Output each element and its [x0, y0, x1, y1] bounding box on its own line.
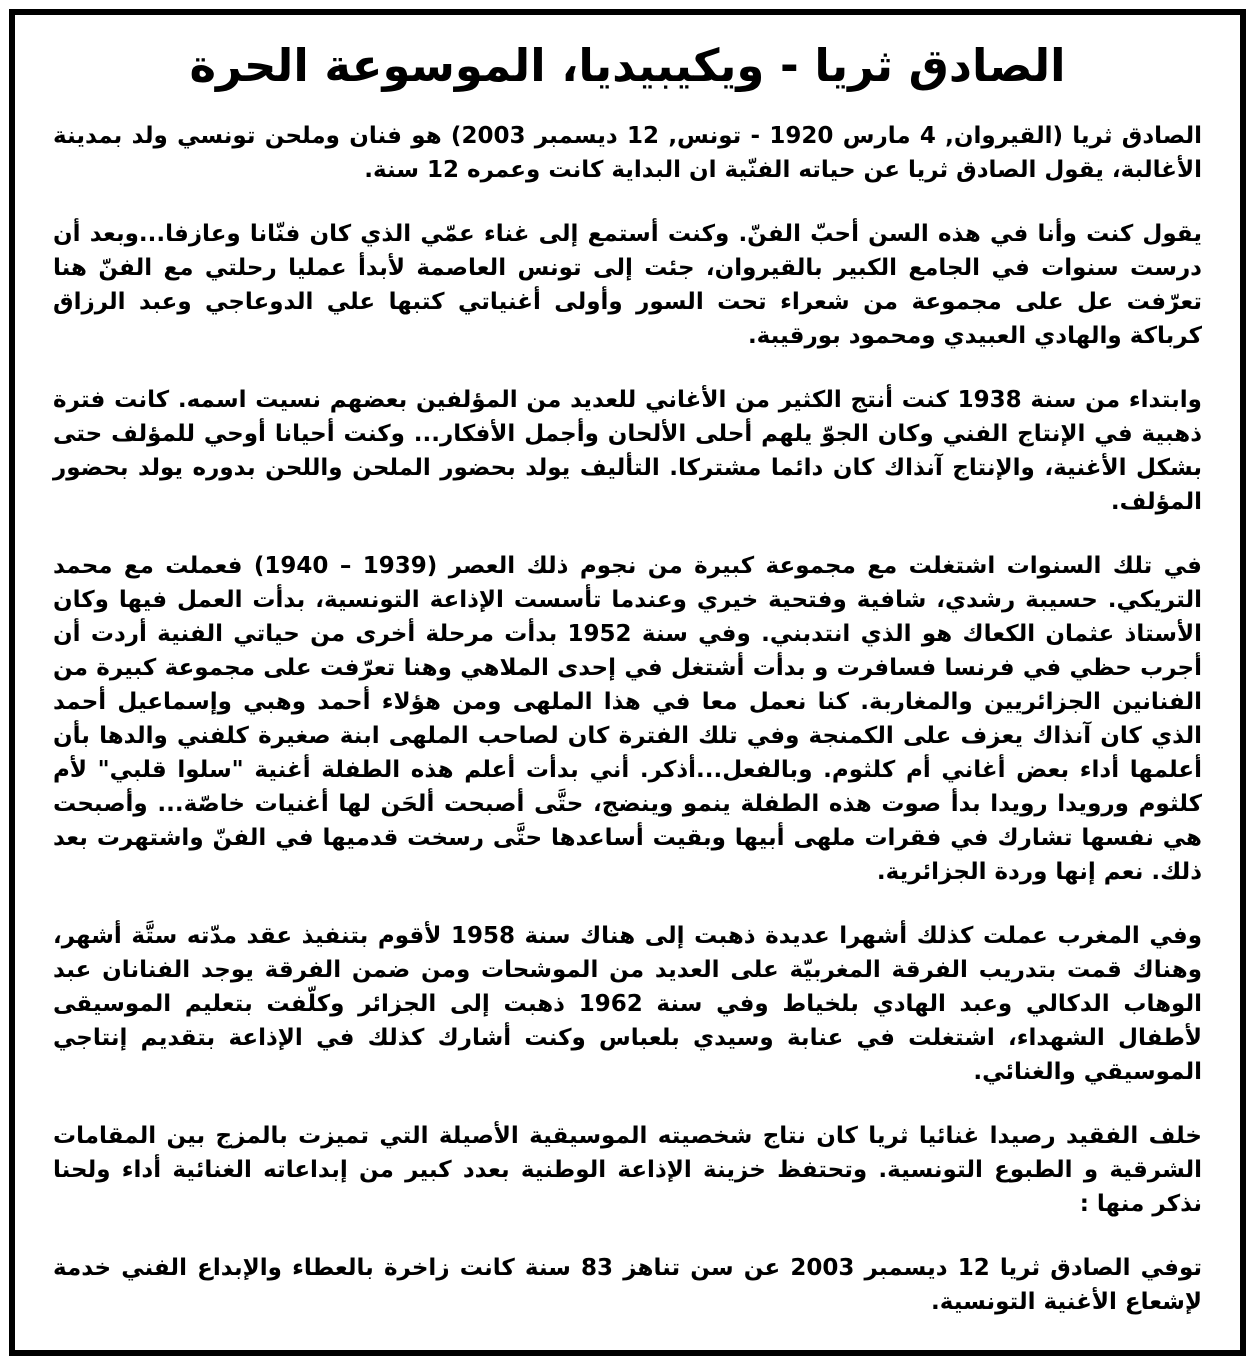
paragraph-1938-production: وابتداء من سنة 1938 كنت أنتج الكثير من الأغاني للعديد من المؤلفين بعضهم نسيت اسمه. كانت فترة ذهبية في الإنتاج الفني وكان الجوّ يلهم أحلى الألحان وأجمل الأفكار... وكنت أحيانا أوحي للمؤلف حتى بشكل الأغنية، والإنتاج آنذاك كان دائما مشتركا. التأليف يولد بحضور الملحن واللحن بدوره يولد بحضور المؤلف. — [53, 387, 1202, 515]
paragraph-legacy: خلف الفقيد رصيدا غنائيا ثريا كان نتاج شخصيته الموسيقية الأصيلة التي تميزت بالمزج بين المقامات الشرقية و الطبوع التونسية. وتحتفظ خزينة الإذاعة الوطنية بعدد كبير من إبداعاته الغنائية أداء ولحنا نذكر منها : — [53, 1123, 1202, 1217]
paragraph-intro: الصادق ثريا (القيروان, 4 مارس 1920 - تونس, 12 ديسمبر 2003) هو فنان وملحن تونسي ولد بمدينة الأغالبة، يقول الصادق ثريا عن حياته الفنّية ان البداية كانت وعمره 12 سنة. — [53, 123, 1202, 183]
article-body — [53, 119, 1202, 1319]
paragraph-morocco-algeria: وفي المغرب عملت كذلك أشهرا عديدة ذهبت إلى هناك سنة 1958 لأقوم بتنفيذ عقد مدّته ستَّة أشهر، وهناك قمت بتدريب الفرقة المغربيّة على العديد من الموشحات ومن ضمن الفرقة يوجد الفنانان عبد الوهاب الدكالي وعبد الهادي بلخياط وفي سنة 1962 ذهبت إلى الجزائر وكلّفت بتعليم الموسيقى لأطفال الشهداء، اشتغلت في عنابة وسيدي بلعباس وكنت أشارك كذلك في الإذاعة بتقديم إنتاجي الموسيقي والغنائي. — [53, 923, 1202, 1085]
paragraph-career-stars: في تلك السنوات اشتغلت مع مجموعة كبيرة من نجوم ذلك العصر (1939 – 1940) فعملت مع محمد التريكي. حسيبة رشدي، شافية وفتحية خيري وعندما تأسست الإذاعة التونسية، بدأت العمل فيها وكان الأستاذ عثمان الكعاك هو الذي انتدبني. وفي سنة 1952 بدأت مرحلة أخرى من حياتي الفنية أردت أن أجرب حظي في فرنسا فسافرت و بدأت أشتغل في إحدى الملاهي وهنا تعرّفت على مجموعة كبيرة من الفنانين الجزائريين والمغاربة. كنا نعمل معا في هذا الملهى ومن هؤلاء أحمد وهبي وإسماعيل أحمد الذي كان آنذاك يعزف على الكمنجة وفي تلك الفترة كان لصاحب الملهى ابنة صغيرة كلفني والدها بأن أعلمها أداء بعض أغاني أم كلثوم. وبالفعل...أذكر. أني بدأت أعلم هذه الطفلة أغنية "سلوا قلبي" لأم كلثوم ورويدا رويدا بدأ صوت هذه الطفلة ينمو وينضج، حتَّى أصبحت ألحَن لها أغنيات خاصّة... وأصبحت هي نفسها تشارك في فقرات ملهى أبيها وبقيت أساعدها حتَّى رسخت قدميها في الفنّ واشتهرت بعد ذلك. نعم إنها وردة الجزائرية. — [53, 553, 1202, 885]
page-title: الصادق ثريا - ويكيبيديا، الموسوعة الحرة — [189, 39, 1066, 92]
paragraph-early-life: يقول كنت وأنا في هذه السن أحبّ الفنّ. وكنت أستمع إلى غناء عمّي الذي كان فنّانا وعازفا...وبعد أن درست سنوات في الجامع الكبير بالقيروان، جئت إلى تونس العاصمة لأبدأ عمليا رحلتي مع الفنّ هنا تعرّفت عل على مجموعة من شعراء تحت السور وأولى أغنياتي كتبها علي الدوعاجي وعبد الرزاق كرباكة والهادي العبيدي ومحمود بورقيبة. — [53, 221, 1202, 349]
paragraph-death: توفي الصادق ثريا 12 ديسمبر 2003 عن سن تناهز 83 سنة كانت زاخرة بالعطاء والإبداع الفني خدمة لإشعاع الأغنية التونسية. — [53, 1255, 1203, 1315]
document-frame — [9, 9, 1246, 1356]
